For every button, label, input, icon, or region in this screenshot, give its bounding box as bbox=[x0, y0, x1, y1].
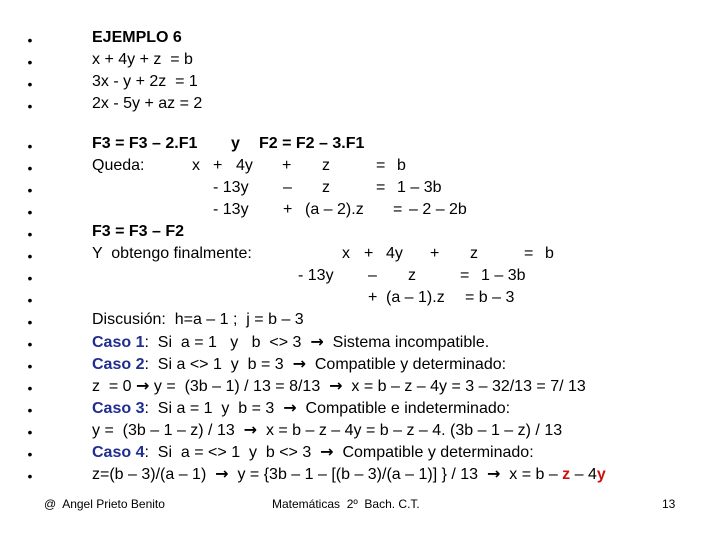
final-r1-term: + bbox=[364, 245, 374, 262]
bullet: • bbox=[27, 424, 33, 440]
bullet: • bbox=[27, 292, 33, 308]
case-2-condition: : Si a <> 1 y b = 3 bbox=[144, 356, 284, 373]
bullet: • bbox=[27, 314, 33, 330]
final-r2-term: = bbox=[460, 267, 470, 284]
case-3-condition: : Si a = 1 y b = 3 bbox=[144, 400, 275, 417]
queda-r3-term: (a – 2).z bbox=[305, 201, 364, 218]
case-4-y: y = {3b – 1 – [(b – 3)/(a – 1)] } / 13 bbox=[237, 466, 479, 483]
arrow-icon: → bbox=[329, 376, 343, 395]
queda-r2-term: 1 – 3b bbox=[397, 179, 442, 196]
case-3-solution bbox=[92, 419, 562, 441]
final-label: Y obtengo finalmente: bbox=[92, 245, 252, 262]
arrow-icon: → bbox=[283, 398, 297, 417]
case-3-line bbox=[92, 397, 510, 419]
equation-3: 2x - 5y + az = 2 bbox=[92, 95, 203, 112]
final-r2-term: z bbox=[408, 267, 416, 284]
case-1-result: Sistema incompatible. bbox=[332, 334, 490, 351]
queda-r3-term: = bbox=[393, 201, 403, 218]
case-4-x-z: z bbox=[562, 466, 571, 483]
case-1-condition: : Si a = 1 y b <> 3 bbox=[144, 334, 302, 351]
case-2-solution bbox=[92, 375, 586, 397]
case-4-condition: : Si a = <> 1 y b <> 3 bbox=[144, 444, 312, 461]
final-r2-term: - 13y bbox=[298, 267, 334, 284]
arrow-icon: → bbox=[136, 376, 150, 395]
queda-r1-term: = bbox=[376, 157, 386, 174]
case-2-z: z = 0 bbox=[92, 378, 132, 395]
queda-r1-term: 4y bbox=[236, 157, 253, 174]
bullet: • bbox=[27, 336, 33, 352]
final-r1-term: b bbox=[545, 245, 554, 262]
case-4-line bbox=[92, 441, 534, 463]
bullet: • bbox=[27, 182, 33, 198]
final-r1-term: z bbox=[470, 245, 478, 262]
case-1-label: Caso 1 bbox=[92, 334, 145, 351]
case-2-line bbox=[92, 353, 506, 375]
bullet: • bbox=[27, 98, 33, 114]
final-r3-term: = b – 3 bbox=[465, 289, 515, 306]
case-3-result: Compatible e indeterminado: bbox=[305, 400, 511, 417]
equation-2: 3x - y + 2z = 1 bbox=[92, 73, 198, 90]
example-title: EJEMPLO 6 bbox=[92, 29, 182, 46]
bullet: • bbox=[27, 226, 33, 242]
final-r1-term: x bbox=[342, 245, 350, 262]
bullet: • bbox=[27, 76, 33, 92]
arrow-icon: → bbox=[310, 332, 324, 351]
final-r1-term: = bbox=[524, 245, 534, 262]
case-4-solution bbox=[92, 463, 606, 485]
bullet: • bbox=[27, 468, 33, 484]
queda-r2-term: - 13y bbox=[213, 179, 249, 196]
page-number: 13 bbox=[662, 497, 676, 511]
final-r2-term: – bbox=[368, 267, 377, 284]
queda-r2-term: – bbox=[283, 179, 292, 196]
case-3-label: Caso 3 bbox=[92, 400, 145, 417]
queda-r1-term: + bbox=[282, 157, 292, 174]
bullet: • bbox=[27, 446, 33, 462]
bullet: • bbox=[27, 204, 33, 220]
queda-r1-term: z bbox=[322, 157, 330, 174]
case-4-x-prefix: x = b – bbox=[509, 466, 563, 483]
arrow-icon: → bbox=[215, 464, 229, 483]
arrow-icon: → bbox=[292, 354, 306, 373]
case-2-result: Compatible y determinado: bbox=[314, 356, 507, 373]
bullet: • bbox=[27, 54, 33, 70]
bullet: • bbox=[27, 402, 33, 418]
final-r3-term: (a – 1).z bbox=[386, 289, 445, 306]
case-4-result: Compatible y determinado: bbox=[342, 444, 534, 461]
footer-course: Matemáticas 2º Bach. C.T. bbox=[272, 497, 420, 511]
case-4-label: Caso 4 bbox=[92, 444, 145, 461]
arrow-icon: → bbox=[320, 442, 334, 461]
discussion-line: Discusión: h=a – 1 ; j = b – 3 bbox=[92, 311, 304, 328]
footer-author: @ Angel Prieto Benito bbox=[44, 497, 165, 511]
case-2-x: x = b – z – 4y = 3 – 32/13 = 7/ 13 bbox=[351, 378, 586, 395]
case-4-z: z=(b – 3)/(a – 1) bbox=[92, 466, 207, 483]
arrow-icon: → bbox=[486, 464, 501, 483]
queda-r1-term: x bbox=[192, 157, 200, 174]
case-2-y: y = (3b – 1) / 13 = 8/13 bbox=[153, 378, 321, 395]
case-3-x: x = b – z – 4y = b – z – 4. (3b – 1 – z) / 13 bbox=[265, 422, 563, 439]
bullet: • bbox=[27, 160, 33, 176]
case-2-label: Caso 2 bbox=[92, 356, 145, 373]
queda-r3-term: + bbox=[283, 201, 293, 218]
equation-1: x + 4y + z = b bbox=[92, 51, 193, 68]
queda-r2-term: = bbox=[376, 179, 386, 196]
final-r1-term: 4y bbox=[386, 245, 403, 262]
queda-r3-term: - 13y bbox=[213, 201, 249, 218]
bullet: • bbox=[27, 358, 33, 374]
queda-r1-term: b bbox=[397, 157, 406, 174]
queda-r1-term: + bbox=[213, 157, 223, 174]
row-op-f3: F3 = F3 – 2.F1 bbox=[92, 135, 198, 152]
bullet: • bbox=[27, 380, 33, 396]
case-4-x-y: y bbox=[596, 466, 606, 483]
queda-r2-term: z bbox=[322, 179, 330, 196]
bullet: • bbox=[27, 270, 33, 286]
bullet: • bbox=[27, 138, 33, 154]
case-4-x-mid: – 4 bbox=[570, 466, 597, 483]
row-op-join: y bbox=[231, 135, 240, 152]
case-3-y: y = (3b – 1 – z) / 13 bbox=[92, 422, 235, 439]
queda-label: Queda: bbox=[92, 157, 145, 174]
final-r3-term: + bbox=[368, 289, 378, 306]
arrow-icon: → bbox=[243, 420, 258, 439]
final-r1-term: + bbox=[430, 245, 440, 262]
queda-r3-term: – 2 – 2b bbox=[409, 201, 467, 218]
row-op-f3-second: F3 = F3 – F2 bbox=[92, 223, 185, 240]
final-r2-term: 1 – 3b bbox=[481, 267, 526, 284]
case-1-line bbox=[92, 331, 489, 353]
row-op-f2: F2 = F2 – 3.F1 bbox=[259, 135, 365, 152]
bullet: • bbox=[27, 248, 33, 264]
bullet: • bbox=[27, 32, 33, 48]
